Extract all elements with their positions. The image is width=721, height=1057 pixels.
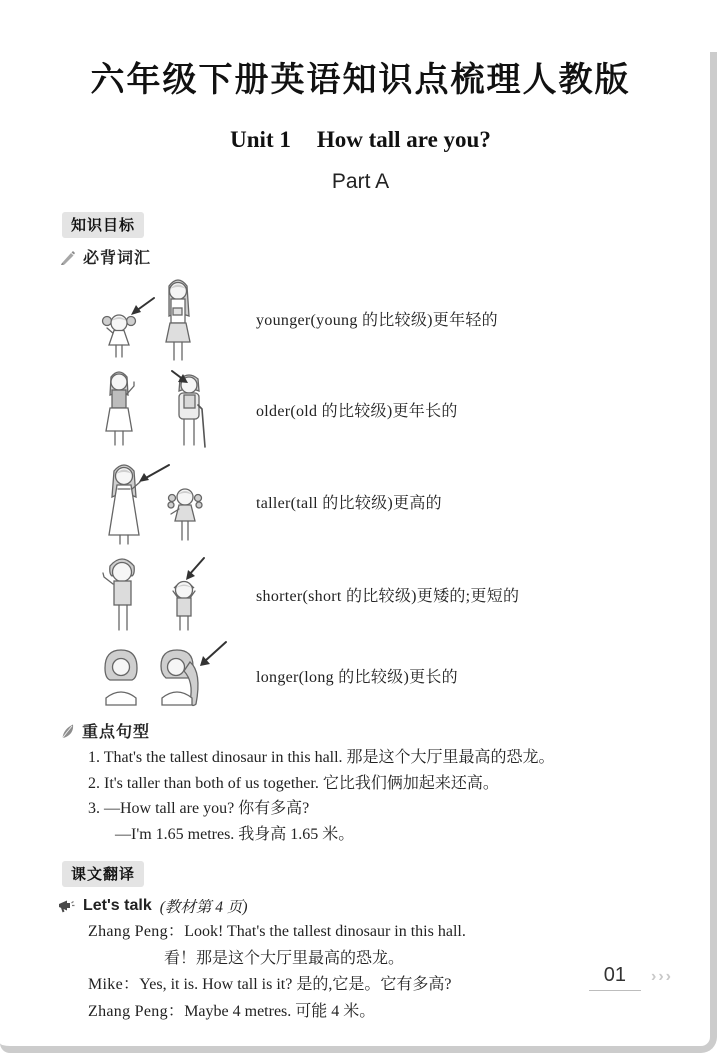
sentence-line: —I'm 1.65 metres. 我身高 1.65 米。 — [115, 825, 355, 843]
unit-label: Unit 1 — [230, 127, 291, 152]
speaker-name: Zhang Peng： — [88, 1002, 185, 1020]
vocab-list — [74, 272, 721, 712]
vocab-text-shorter: shorter(short 的比较级)更矮的;更短的 — [256, 587, 520, 605]
unit-title — [0, 127, 721, 153]
lesson-page-note: (教材第 4 页) — [159, 899, 248, 916]
sentence-line: 3. —How tall are you? 你有多高? — [88, 800, 310, 817]
pen-icon — [60, 249, 76, 265]
vocab-text-taller: taller(tall 的比较级)更高的 — [256, 495, 442, 512]
dialog-line — [88, 919, 721, 946]
speaker-name: Zhang Peng： — [88, 923, 185, 940]
dialog-text: Yes, it is. How tall is it? 是的,它是。它有多高? — [139, 976, 452, 993]
vocab-row-younger — [74, 272, 721, 365]
dialog-line — [88, 999, 721, 1026]
translation-badge: 课文翻译 — [62, 861, 144, 887]
sentence-line: 2. It's taller than both of us together. 它比我们俩加起来还高。 — [88, 774, 499, 792]
lesson-heading-row — [58, 895, 721, 917]
illustration-longer — [74, 638, 244, 712]
illustration-older — [74, 365, 244, 453]
sentence-line: 1. That's the tallest dinosaur in this hall. 那是这个大厅里最高的恐龙。 — [88, 749, 555, 766]
vocab-row-shorter — [74, 550, 721, 638]
sentence-heading: 重点句型 — [82, 724, 151, 741]
vocab-heading-row — [60, 245, 721, 268]
illustration-younger — [74, 272, 244, 365]
unit-question: How tall are you? — [316, 127, 491, 152]
vocab-text-younger: younger(young 的比较级)更年轻的 — [256, 312, 498, 329]
dialog-text: Maybe 4 metres. 可能 4 米。 — [184, 1002, 376, 1020]
key-sentences — [88, 745, 721, 847]
vocab-row-taller — [74, 453, 721, 550]
vocab-row-older — [74, 365, 721, 453]
vocab-text-older: older(old 的比较级)更年长的 — [256, 402, 458, 420]
dialog-text: 看！那是这个大厅里最高的恐龙。 — [164, 949, 405, 967]
illustration-taller — [74, 453, 244, 550]
pager-chevrons-icon: ››› — [651, 968, 673, 985]
illustration-shorter — [74, 550, 244, 638]
page-title: 六年级下册英语知识点梳理人教版 — [90, 61, 631, 99]
part-label: Part A — [331, 170, 390, 193]
sentence-heading-row — [60, 719, 721, 742]
page-number: 01 — [589, 964, 641, 991]
feather-pen-icon — [60, 723, 75, 739]
megaphone-icon — [58, 899, 75, 913]
speaker-name: Mike： — [88, 976, 140, 993]
vocab-text-longer: longer(long 的比较级)更长的 — [256, 668, 458, 686]
lesson-title: Let's talk — [83, 897, 152, 914]
vocab-heading: 必背词汇 — [83, 250, 152, 267]
page-footer — [589, 964, 673, 991]
vocab-row-longer — [74, 638, 721, 712]
dialog-text: Look! That's the tallest dinosaur in this hall. — [184, 923, 466, 940]
knowledge-goal-badge: 知识目标 — [62, 212, 144, 238]
